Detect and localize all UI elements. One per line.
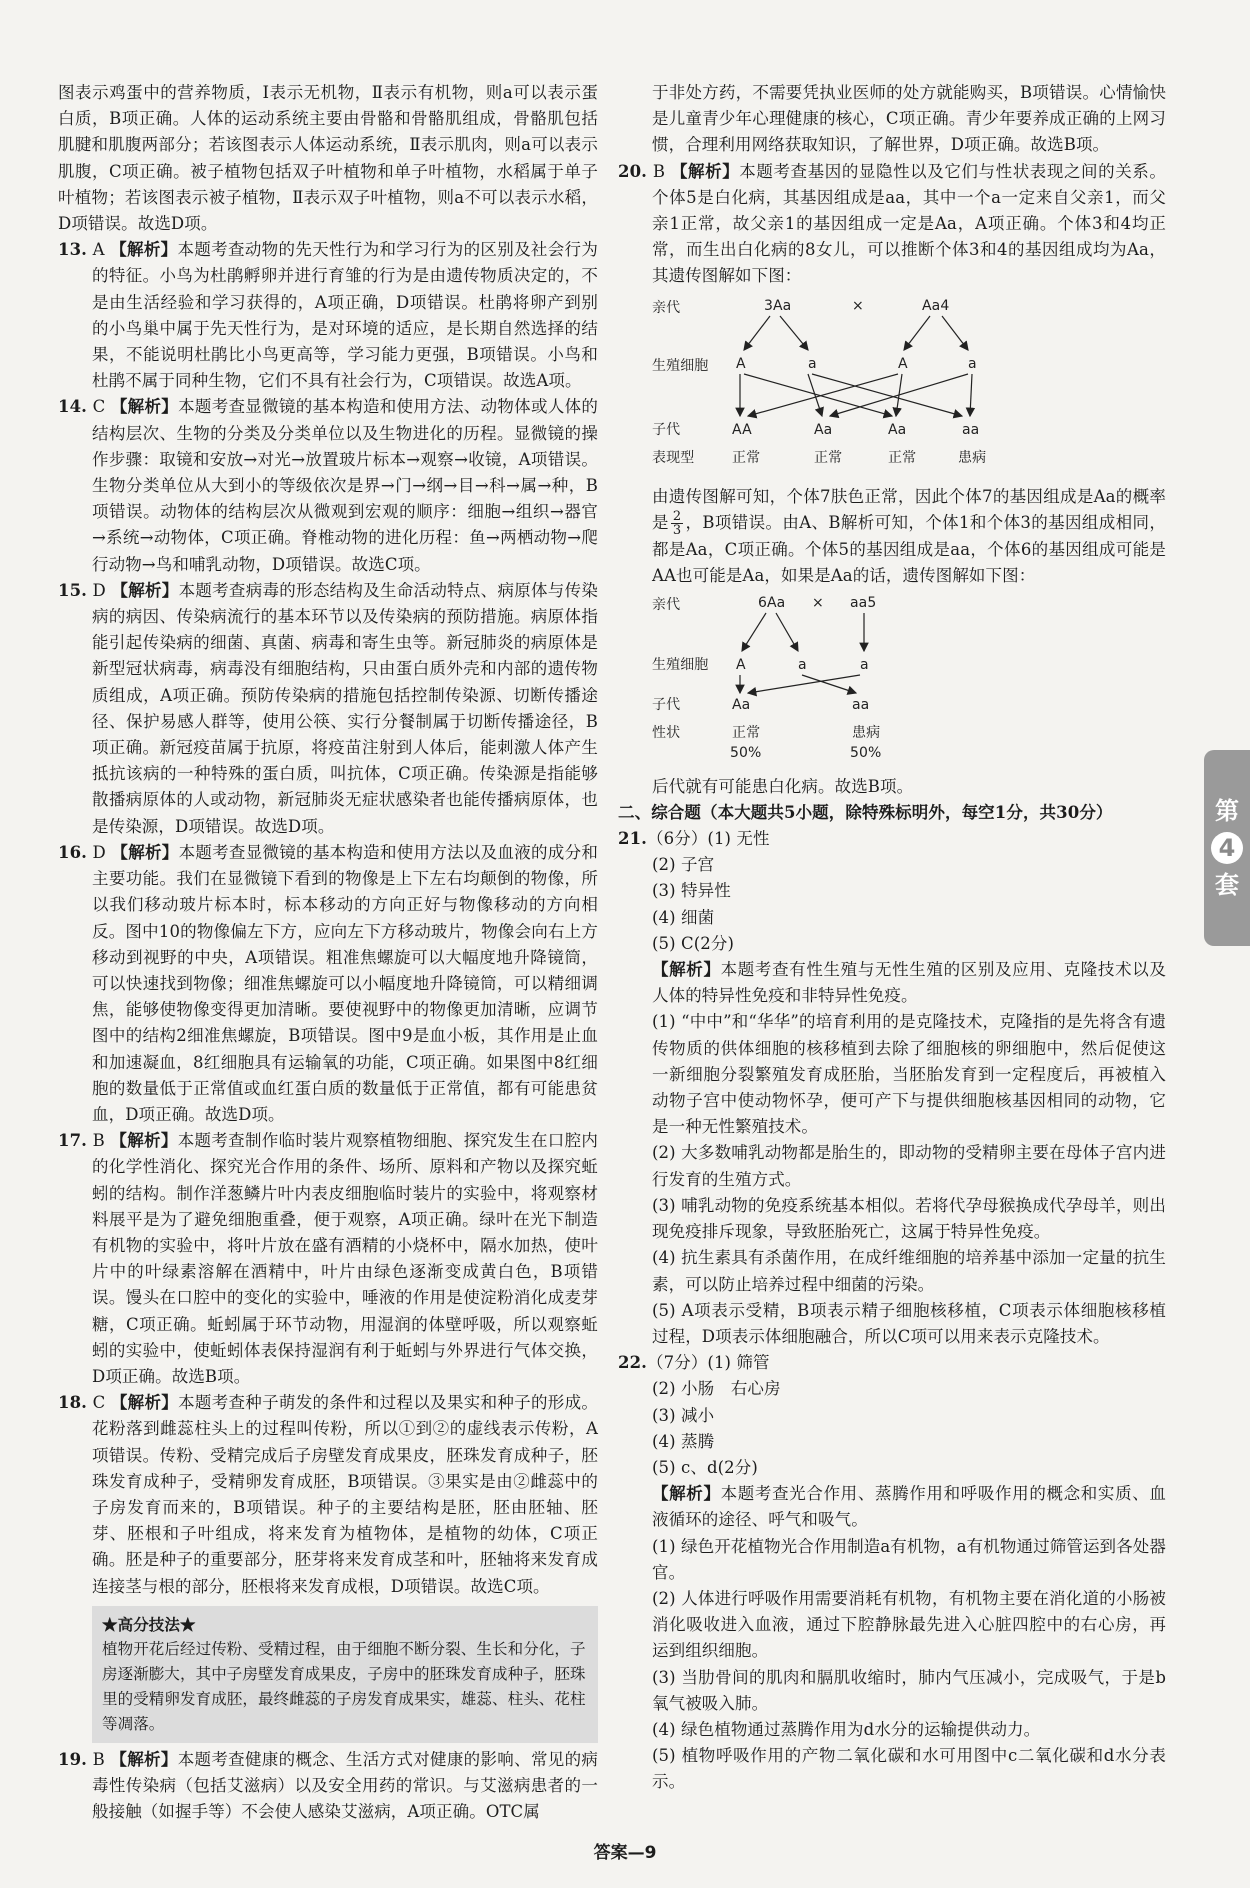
question-21-head — [618, 826, 1166, 852]
q21-part: (3) 哺乳动物的免疫系统基本相似。若将代孕母猴换成代孕母羊，则出现免疫排斥现象，导致胚胎死亡，这属于特异性免疫。 — [652, 1195, 1166, 1242]
parent-3: 3Aa — [764, 297, 792, 314]
trait-label: 正常 — [732, 725, 761, 742]
question-number: 14. — [58, 397, 88, 417]
phenotype-label: 患病 — [958, 449, 987, 466]
offspring-genotype: Aa — [814, 421, 833, 438]
q22-part: (1) 绿色开花植物光合作用制造a有机物，a有机物通过筛管运到各处器官。 — [652, 1536, 1166, 1582]
tab-bottom-char: 套 — [1215, 871, 1239, 899]
question-17 — [58, 1128, 598, 1390]
gamete-A: A — [736, 657, 746, 674]
q22-answer: (3) 减小 — [652, 1405, 715, 1425]
q21-part: (2) 大多数哺乳动物都是胎生的，即动物的受精卵主要在母体子宫内进行发育的生殖方式。 — [652, 1143, 1166, 1189]
arrow-line — [744, 316, 770, 350]
gamete-A: A — [898, 355, 908, 372]
offspring-genotype: aa — [962, 421, 980, 438]
question-14 — [58, 394, 598, 577]
question-19-continued: 于非处方药，不需要凭执业医师的处方就能购买，B项错误。心情愉快是儿童青少年心理健康的核心，C项正确。青少年要养成正确的上网习惯，合理利用网络获取知识，了解世界，D项正确。故选B项。 — [652, 83, 1166, 155]
question-22-head — [618, 1350, 1166, 1376]
high-score-tip-box — [92, 1606, 598, 1743]
phenotype-label: 正常 — [732, 449, 761, 466]
set-number-side-tab — [1204, 750, 1250, 946]
row-label-trait: 性状 — [652, 725, 681, 742]
analysis-tag: 【解析】 — [652, 960, 721, 980]
arrow-line — [780, 316, 808, 350]
ratio-label: 50% — [850, 745, 882, 762]
answer-letter: C — [92, 1393, 106, 1413]
tip-text: 植物开花后经过传粉、受精过程，由于细胞不断分裂、生长和分化，子房逐渐膨大，其中子房壁发育成果皮，子房中的胚珠发育成种子，胚珠里的受精卵发育成胚，最终雌蕊的子房发育成果实，雄蕊、柱头、花柱等凋落。 — [102, 1639, 586, 1733]
offspring-genotype: Aa — [732, 697, 751, 714]
arrow-line — [970, 374, 972, 416]
row-label-phenotype: 表现型 — [652, 449, 695, 466]
analysis-tag: 【解析】 — [652, 1484, 721, 1504]
q21-part: (1) “中中”和“华华”的培育利用的是克隆技术，克隆指的是先将含有遗传物质的供体细胞的核移植到去除了细胞核的卵细胞中，然后促使这一新细胞分裂繁殖发育成胚胎，当胚胎发育到一定程度后，再被植入动物子宫中使动物怀孕，便可产下与提供细胞核基因相同的动物，它是一种无性繁殖技术。 — [652, 1012, 1166, 1137]
arrow-line — [742, 613, 766, 651]
question-19 — [58, 1747, 598, 1826]
fraction-two-thirds — [671, 510, 683, 537]
arrow-line — [812, 374, 962, 416]
parent-4: Aa4 — [922, 297, 950, 314]
answer-letter: B — [92, 1131, 105, 1151]
tab-number: 4 — [1211, 832, 1243, 864]
arrow-line — [904, 316, 930, 350]
question-number: 18. — [58, 1393, 88, 1413]
question-18 — [58, 1390, 598, 1600]
analysis-text: 本题考查基因的显隐性以及它们与性状表现之间的关系。个体5是白化病，其基因组成是aa，其中一个a一定来自父亲1，而父亲1正常，故父亲1的基因组成一定是Aa，A项正确。个体3和4均正常，而生出白化病的8女儿，可以推断个体3和4的基因组成均为Aa，其遗传图解如下图： — [652, 161, 1166, 286]
q22-part: (3) 当肋骨间的肌肉和膈肌收缩时，肺内气压减小，完成吸气，于是b氧气被吸入肺。 — [652, 1667, 1166, 1713]
fraction-denominator: 3 — [672, 523, 682, 539]
right-column — [618, 80, 1166, 1796]
genetic-diagram-2 — [652, 591, 1172, 761]
explanation-text: 由遗传图解可知，个体7肤色正常，因此个体7的基因组成是Aa的概率是 — [652, 486, 1166, 533]
analysis-text: 本题考查显微镜的基本构造和使用方法、动物体或人体的结构层次、生物的分类及分类单位以及生物进化的历程。显微镜的操作步骤：取镜和安放→对光→放置玻片标本→观察→收镜，A项错误。生物分类单位从大到小的等级依次是界→门→纲→目→科→属→种，B项错误。动物体的结构层次从微观到宏观的顺序：细胞→组织→器官→系统→动物体，C项正确。脊椎动物的进化历程：鱼→两栖动物→爬行动物→鸟和哺乳动物，D项错误。故选C项。 — [92, 397, 598, 574]
phenotype-label: 正常 — [888, 449, 917, 466]
question-16 — [58, 840, 598, 1128]
offspring-genotype: Aa — [888, 421, 907, 438]
q22-part: (5) 植物呼吸作用的产物二氧化碳和水可用图中c二氧化碳和d水分表示。 — [652, 1746, 1166, 1792]
trait-label: 患病 — [852, 725, 881, 742]
arrow-line — [942, 316, 968, 350]
analysis-tag: 【解析】 — [110, 240, 178, 260]
section-heading: 二、综合题（本大题共5小题，除特殊标明外，每空1分，共30分） — [618, 802, 1113, 822]
q21-analysis — [618, 957, 1166, 1009]
analysis-text: 本题考查制作临时装片观察植物细胞、探究发生在口腔内的化学性消化、探究光合作用的条件、场所、原料和产物以及探究蚯蚓的结构。制作洋葱鳞片叶内表皮细胞临时装片的实验中，将观察材料展平是为了避免细胞重叠，便于观察，A项正确。绿叶在光下制造有机物的实验中，将叶片放在盛有酒精的小烧杯中，隔水加热，使叶片中的叶绿素溶解在酒精中，叶片由绿色逐渐变成黄白色，B项错误。馒头在口腔中的变化的实验中，唾液的作用是使淀粉消化成麦芽糖，C项正确。蚯蚓属于环节动物，用湿润的体壁呼吸，所以观察蚯蚓的实验中，使蚯蚓体表保持湿润有利于蚯蚓与外界进行气体交换，D项正确。故选B项。 — [92, 1131, 599, 1386]
arrow-line — [748, 374, 898, 416]
question-number: 15. — [58, 580, 88, 600]
analysis-text: 本题考查光合作用、蒸腾作用和呼吸作用的概念和实质、血液循环的途径、呼气和吸气。 — [652, 1484, 1166, 1530]
arrow-line — [802, 675, 856, 693]
row-label-offspring: 子代 — [652, 697, 681, 714]
ratio-label: 50% — [730, 745, 762, 762]
genetic-diagram-1 — [652, 292, 1172, 472]
cross-symbol: × — [812, 595, 824, 612]
analysis-text: 本题考查显微镜的基本构造和使用方法以及血液的成分和主要功能。我们在显微镜下看到的物像是上下左右均颠倒的物像，所以我们移动玻片标本时，标本移动的方向正好与物像移动的方向相反。图中10的物像偏左下方，应向左下方移动玻片，物像会向右上方移动到视野的中央，A项错误。粗准焦螺旋可以大幅度地升降镜筒，可以快速找到物像；细准焦螺旋可以小幅度地升降镜筒，可以精细调焦，能够使物像变得更加清晰。要使视野中的物像更加清晰，应调节图中的结构2细准焦螺旋，B项错误。图中9是血小板，其作用是止血和加速凝血，8红细胞具有运输氧的功能，C项正确。如果图中8红细胞的数量低于正常值或血红蛋白质的数量低于正常值，都有可能患贫血，D项正确。故选D项。 — [92, 842, 598, 1124]
parent-6: 6Aa — [758, 595, 786, 612]
tip-title: ★高分技法★ — [102, 1614, 196, 1634]
offspring-genotype: aa — [852, 697, 870, 714]
analysis-text: 本题考查动物的先天性行为和学习行为的区别及社会行为的特征。小鸟为杜鹃孵卵并进行育雏的行为是由遗传物质决定的，不是由生活经验和学习获得的，A项正确，D项错误。杜鹃将卵产到别的小鸟巢中属于先天性行为，是对环境的适应，是长期自然选择的结果，不能说明杜鹃比小鸟更高等，学习能力更强，B项错误。小鸟和杜鹃不属于同种生物，它们不具有社会行为，C项错误。故选A项。 — [92, 240, 598, 391]
q21-part: (5) A项表示受精，B项表示精子细胞核移植，C项表示体细胞核移植过程，D项表示体细胞融合，所以C项可以用来表示克隆技术。 — [652, 1300, 1166, 1346]
fraction-numerator: 2 — [672, 509, 682, 525]
question-number: 21. — [618, 829, 648, 849]
answer-letter: D — [92, 842, 106, 862]
q22-answer: (5) c、d(2分) — [652, 1457, 758, 1477]
q22-answer: (2) 小肠 右心房 — [652, 1379, 781, 1399]
question-number: 16. — [58, 842, 88, 862]
gamete-a: a — [808, 355, 817, 372]
analysis-tag: 【解析】 — [110, 1393, 179, 1413]
question-13 — [58, 237, 598, 394]
q21-answer: (3) 特异性 — [652, 881, 731, 901]
analysis-tag: 【解析】 — [110, 1749, 178, 1769]
q21-answer: (5) C(2分) — [652, 933, 735, 953]
q21-answer: (2) 子宫 — [652, 855, 715, 875]
gamete-a: a — [968, 355, 977, 372]
answer-letter: C — [92, 397, 106, 417]
intro-paragraph: 图表示鸡蛋中的营养物质，Ⅰ表示无机物，Ⅱ表示有机物，则a可以表示蛋白质，B项正确。人体的运动系统主要由骨骼和骨骼肌组成，骨骼肌包括肌腱和肌腹两部分；若该图表示人体运动系统，Ⅱ表示肌肉，则a可以表示肌腹，C项正确。被子植物包括双子叶植物和单子叶植物，水稻属于单子叶植物；若该图表示被子植物，Ⅱ表示双子叶植物，则a不可以表示水稻，D项错误。故选D项。 — [58, 83, 598, 234]
gamete-A: A — [736, 355, 746, 372]
arrow-line — [830, 374, 968, 416]
question-20 — [618, 159, 1166, 290]
analysis-tag: 【解析】 — [110, 397, 179, 417]
analysis-text: 本题考查病毒的形态结构及生命活动特点、病原体与传染病的病因、传染病流行的基本环节以及传染病的预防措施。病原体指能引起传染病的细菌、真菌、病毒和寄生虫等。新冠肺炎的病原体是新型冠状病毒，病毒没有细胞结构，只由蛋白质外壳和内部的遗传物质组成，A项正确。预防传染病的措施包括控制传染源、切断传播途径、保护易感人群等，使用公筷、实行分餐制属于切断传播途径，B项正确。新冠疫苗属于抗原，将疫苗注射到人体后，能刺激人体产生抵抗该病的一种特殊的蛋白质，叫抗体，C项正确。传染源是指能够散播病原体的人或动物，新冠肺炎无症状感染者也能传播病原体，也是传染源，D项错误。故选D项。 — [92, 580, 598, 836]
question-15 — [58, 578, 598, 840]
diagram1-explanation — [618, 484, 1166, 590]
q22-part: (2) 人体进行呼吸作用需要消耗有机物，有机物主要在消化道的小肠被消化吸收进入血液，通过下腔静脉最先进入心脏四腔中的右心房，再运到组织细胞。 — [652, 1588, 1166, 1661]
answer-head: （7分）(1) 筛管 — [647, 1353, 770, 1373]
row-label-gamete: 生殖细胞 — [652, 357, 709, 374]
q22-part: (4) 绿色植物通过蒸腾作用为d水分的运输提供动力。 — [652, 1719, 1041, 1739]
analysis-tag: 【解析】 — [670, 161, 740, 181]
q22-answer: (4) 蒸腾 — [652, 1431, 715, 1451]
analysis-tag: 【解析】 — [110, 1131, 178, 1151]
row-label-gamete: 生殖细胞 — [652, 657, 709, 674]
cross-symbol: × — [852, 297, 864, 314]
gamete-a: a — [798, 657, 807, 674]
parent-5: aa5 — [850, 595, 877, 612]
question-number: 20. — [618, 161, 648, 181]
page-footer: 答案—9 — [593, 1843, 657, 1863]
diagram2-conclusion: 后代就有可能患白化病。故选B项。 — [652, 776, 914, 796]
question-number: 13. — [58, 240, 88, 260]
gamete-a: a — [860, 657, 869, 674]
row-label-parent: 亲代 — [652, 299, 681, 316]
question-number: 17. — [58, 1131, 88, 1151]
question-number: 22. — [618, 1353, 648, 1373]
tab-top-char: 第 — [1215, 797, 1239, 825]
arrow-line — [748, 675, 860, 693]
left-column — [58, 80, 598, 1825]
row-label-offspring: 子代 — [652, 421, 681, 438]
q21-part: (4) 抗生素具有杀菌作用，在成纤维细胞的培养基中添加一定量的抗生素，可以防止培养过程中细菌的污染。 — [652, 1248, 1166, 1294]
analysis-text: 本题考查健康的概念、生活方式对健康的影响、常见的病毒性传染病（包括艾滋病）以及安全用药的常识。与艾滋病患者的一般接触（如握手等）不会使人感染艾滋病，A项正确。OTC属 — [92, 1749, 599, 1822]
answer-letter: B — [92, 1749, 105, 1769]
phenotype-label: 正常 — [814, 449, 843, 466]
answer-head: （6分）(1) 无性 — [647, 829, 770, 849]
answer-letter: D — [92, 580, 106, 600]
explanation-text: ，B项错误。由A、B解析可知，个体1和个体3的基因组成相同，都是Aa，C项正确。个体5的基因组成是aa，个体6的基因组成可能是AA也可能是Aa，如果是Aa的话，遗传图解如下图： — [652, 513, 1166, 586]
analysis-text: 本题考查种子萌发的条件和过程以及果实和种子的形成。花粉落到雌蕊柱头上的过程叫传粉，所以①到②的虚线表示传粉，A项错误。传粉、受精完成后子房壁发育成果皮，胚珠发育成种子，胚珠发育成种子，受精卵发育成胚，B项错误。③果实是由②雌蕊中的子房发育而来的，B项错误。种子的主要结构是胚，胚由胚轴、胚芽、胚根和子叶组成，将来发育为植物体，是植物的幼体，C项正确。胚是种子的重要部分，胚芽将来发育成茎和叶，胚轴将来发育成连接茎与根的部分，胚根将来发育成根，D项错误。故选C项。 — [92, 1393, 598, 1596]
answer-letter: B — [652, 161, 666, 181]
analysis-tag: 【解析】 — [111, 580, 179, 600]
question-number: 19. — [58, 1749, 88, 1769]
q22-analysis — [618, 1481, 1166, 1533]
row-label-parent: 亲代 — [652, 597, 681, 614]
offspring-genotype: AA — [732, 421, 752, 438]
answer-letter: A — [92, 240, 105, 260]
arrow-line — [744, 374, 892, 416]
q21-answer: (4) 细菌 — [652, 907, 715, 927]
analysis-tag: 【解析】 — [111, 842, 179, 862]
analysis-text: 本题考查有性生殖与无性生殖的区别及应用、克隆技术以及人体的特异性免疫和非特异性免疫。 — [652, 960, 1166, 1006]
arrow-line — [776, 613, 798, 651]
